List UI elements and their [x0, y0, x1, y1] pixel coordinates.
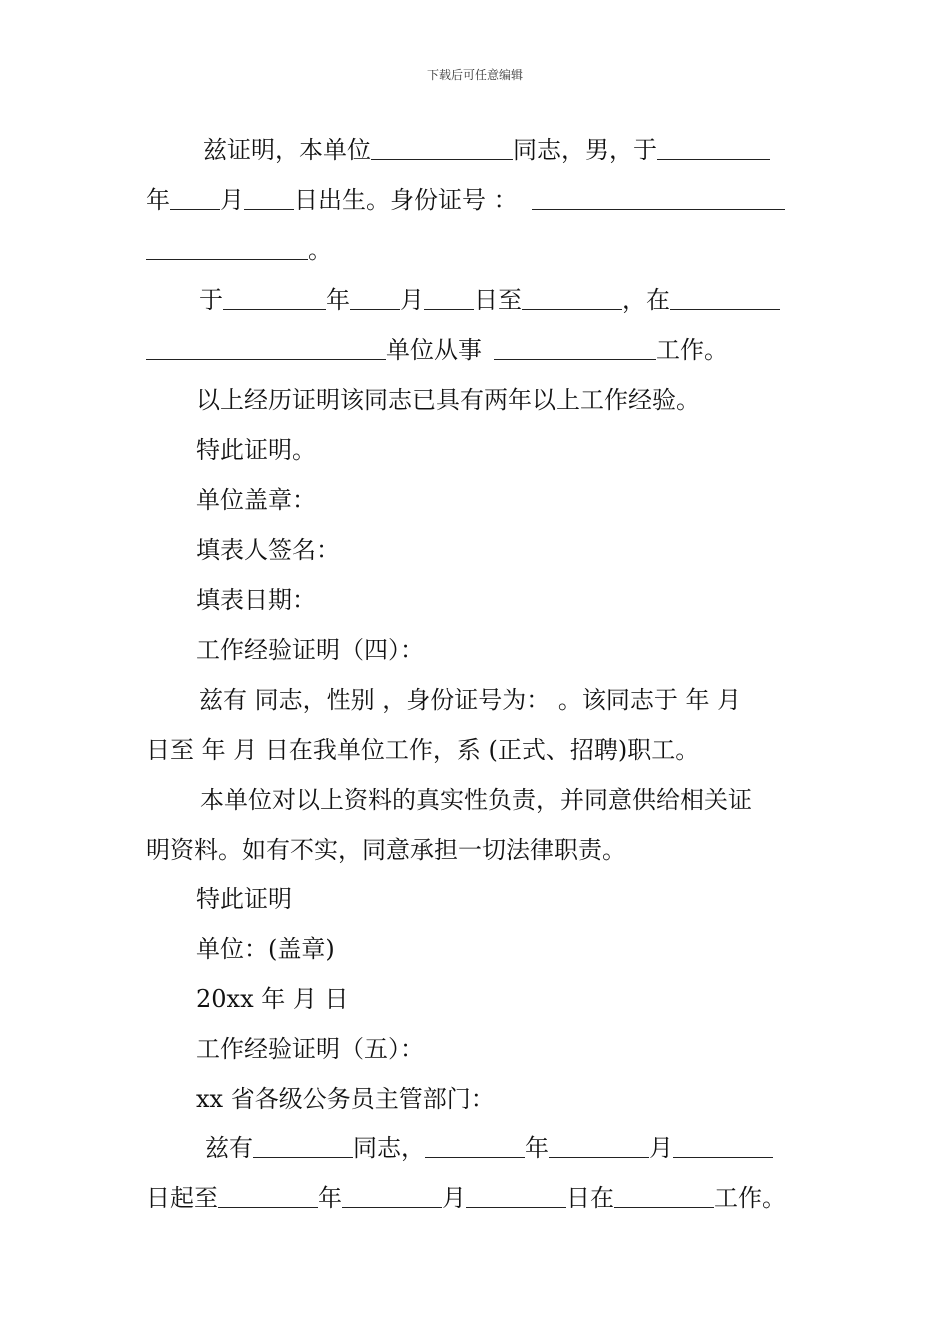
cert-line-4 [199, 285, 780, 315]
text: 兹有 [205, 1134, 253, 1162]
blank [425, 1135, 525, 1158]
text: 于 [199, 286, 223, 314]
text: 同志， [353, 1134, 425, 1162]
date-line: 填表日期： [196, 586, 316, 614]
blank [223, 287, 326, 310]
text: 年 [146, 186, 170, 214]
blank [522, 287, 622, 310]
section-title-4: 工作经验证明（四）： [196, 636, 424, 664]
text: 月 [220, 186, 244, 214]
text: 工作。 [714, 1184, 786, 1212]
section-title-5: 工作经验证明（五）： [196, 1035, 424, 1063]
signature-line: 填表人签名： [196, 536, 340, 564]
seal-line: 单位盖章： [196, 486, 316, 514]
text: 单位从事 [386, 336, 482, 364]
blank-id-cont [146, 237, 308, 260]
blank [466, 1185, 566, 1208]
blank-unit [146, 337, 386, 360]
unit-seal-line: 单位：(盖章) [196, 935, 335, 963]
year-line: 20xx 年 月 日 [196, 985, 349, 1013]
dept-line: xx 省各级公务员主管部门： [196, 1085, 495, 1113]
blank-id [532, 187, 785, 210]
blank [614, 1185, 714, 1208]
blank-job [494, 337, 656, 360]
blank-year [657, 137, 770, 160]
blank [218, 1185, 318, 1208]
text: 月 [649, 1134, 673, 1162]
section4-line-4: 明资料。如有不实，同意承担一切法律职责。 [146, 836, 626, 864]
text: 同志，男，于 [513, 136, 657, 164]
text: 日起至 [146, 1184, 218, 1212]
text: 年 [318, 1184, 342, 1212]
cert-line-3 [146, 235, 332, 265]
cert-line-1 [203, 135, 770, 165]
blank [673, 1135, 773, 1158]
blank [170, 187, 220, 210]
text: 工作。 [656, 336, 728, 364]
section4-line-3: 本单位对以上资料的真实性负责，并同意供给相关证 [200, 786, 752, 814]
text: 日至 [474, 286, 522, 314]
blank [424, 287, 474, 310]
blank [350, 287, 400, 310]
text: 日出生。身份证号 ： [294, 186, 518, 214]
blank [342, 1185, 442, 1208]
text: 月 [400, 286, 424, 314]
text: 兹证明，本单位 [203, 136, 371, 164]
text: 月 [442, 1184, 466, 1212]
cert-line-5 [146, 335, 728, 365]
certify-line-2: 特此证明 [196, 885, 292, 913]
text: 。 [308, 236, 332, 264]
experience-line: 以上经历证明该同志已具有两年以上工作经验。 [196, 386, 700, 414]
blank [244, 187, 294, 210]
blank [253, 1135, 353, 1158]
blank [670, 287, 780, 310]
certify-line: 特此证明。 [196, 436, 316, 464]
text: 年 [326, 286, 350, 314]
page-header: 下载后可任意编辑 [426, 68, 523, 82]
text: ，在 [622, 286, 670, 314]
section5-line-1 [205, 1133, 773, 1163]
text: 年 [525, 1134, 549, 1162]
text: 日在 [566, 1184, 614, 1212]
cert-line-2 [146, 185, 785, 215]
blank [549, 1135, 649, 1158]
section4-line-1: 兹有 同志，性别 ，身份证号为： 。该同志于 年 月 [199, 686, 742, 714]
section4-line-2: 日至 年 月 日在我单位工作，系 (正式、招聘)职工。 [146, 736, 700, 764]
blank-unit [371, 137, 513, 160]
section5-line-2 [146, 1183, 786, 1213]
